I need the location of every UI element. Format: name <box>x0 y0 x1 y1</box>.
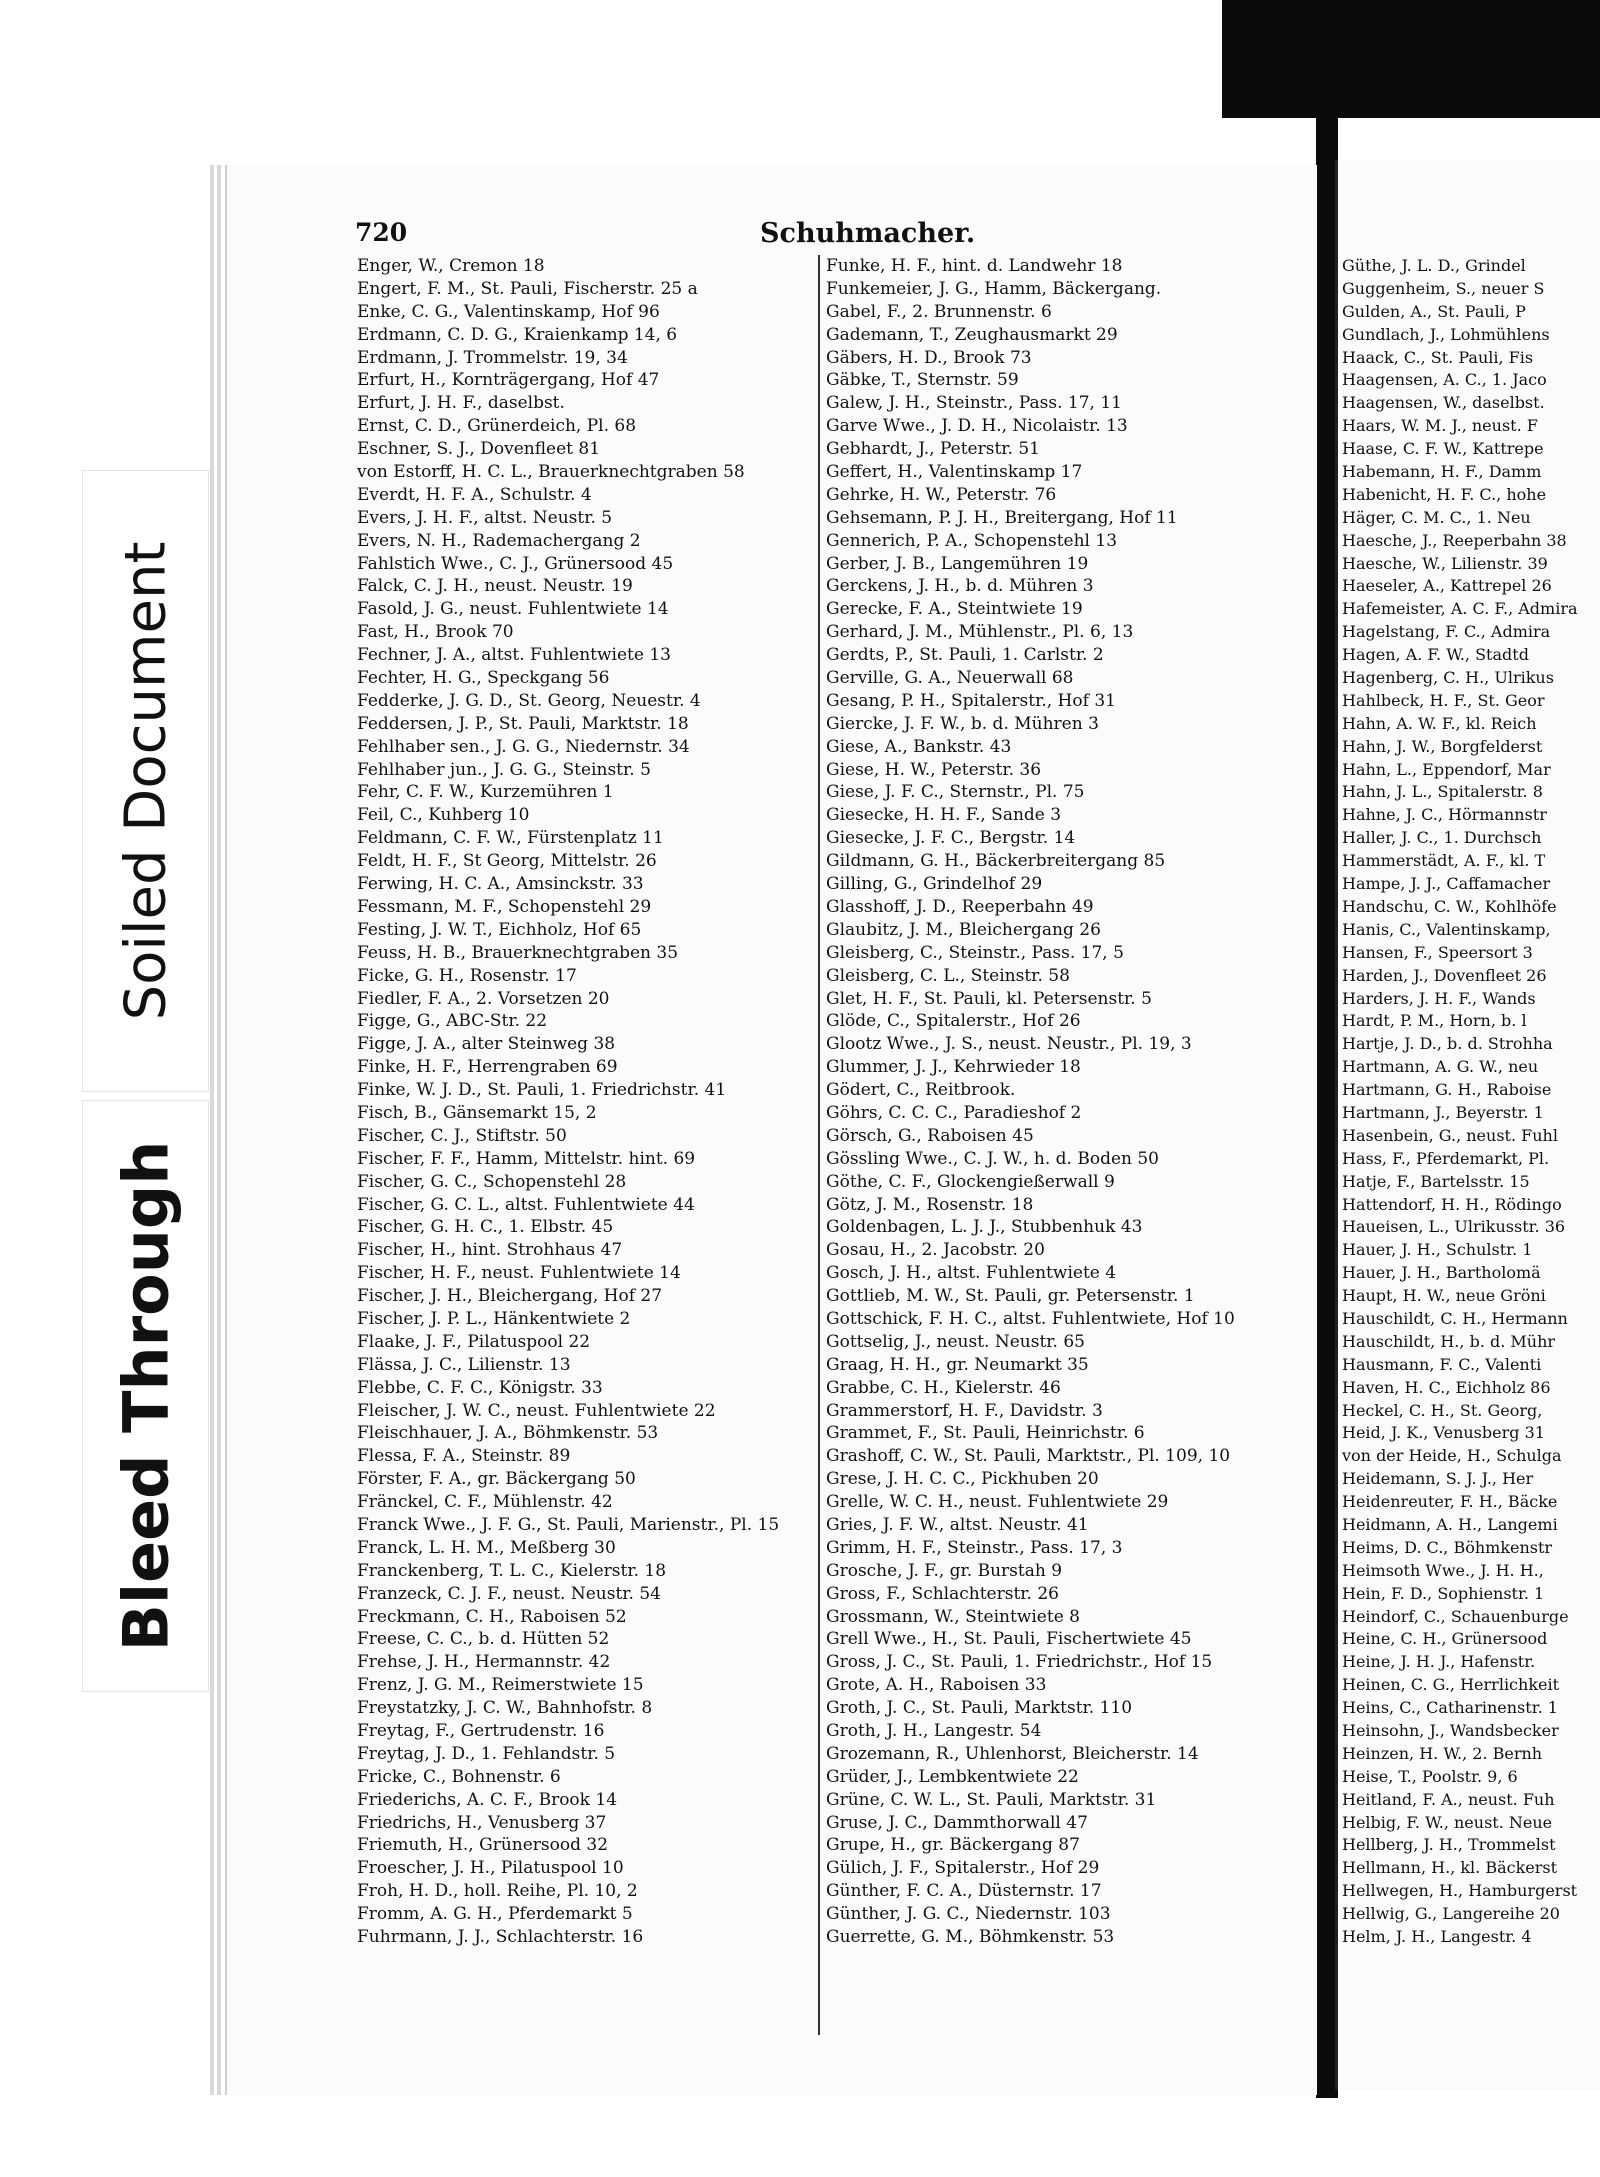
directory-entry: Glootz Wwe., J. S., neust. Neustr., Pl. 19, 3 <box>826 1034 1192 1055</box>
directory-entry: Haagensen, W., daselbst. <box>1342 393 1545 413</box>
directory-entry: Grupe, H., gr. Bäckergang 87 <box>826 1835 1080 1856</box>
directory-entry: Heinen, C. G., Herrlichkeit <box>1342 1675 1560 1695</box>
directory-entry: Günther, F. C. A., Düsternstr. 17 <box>826 1881 1102 1902</box>
directory-entry: Fischer, H. F., neust. Fuhlentwiete 14 <box>357 1263 681 1284</box>
directory-entry: Fischer, G. C., Schopenstehl 28 <box>357 1171 627 1192</box>
directory-entry: Freytag, J. D., 1. Fehlandstr. 5 <box>357 1743 616 1764</box>
directory-entry: Everdt, H. F. A., Schulstr. 4 <box>357 484 592 505</box>
directory-entry: Grosche, J. F., gr. Burstah 9 <box>826 1560 1063 1581</box>
directory-entry: Gerber, J. B., Langemühren 19 <box>826 553 1089 574</box>
directory-entry: Gulden, A., St. Pauli, P <box>1342 301 1526 321</box>
directory-entry: Götz, J. M., Rosenstr. 18 <box>826 1194 1034 1215</box>
directory-entry: Hass, F., Pferdemarkt, Pl. <box>1342 1148 1550 1168</box>
directory-entry: Hartmann, A. G. W., neu <box>1342 1057 1539 1077</box>
directory-entry: Gosau, H., 2. Jacobstr. 20 <box>826 1240 1045 1261</box>
directory-entry: Fahlstich Wwe., C. J., Grünersood 45 <box>357 553 674 574</box>
directory-entry: Franckenberg, T. L. C., Kielerstr. 18 <box>357 1560 667 1581</box>
scan-border-top-right <box>1222 0 1600 118</box>
directory-entry: Flebbe, C. F. C., Königstr. 33 <box>357 1377 603 1398</box>
directory-entry: Grell Wwe., H., St. Pauli, Fischertwiete 45 <box>826 1629 1192 1650</box>
directory-entry: Heimsoth Wwe., J. H. H., <box>1342 1560 1544 1580</box>
directory-entry: Hartmann, J., Beyerstr. 1 <box>1342 1102 1544 1122</box>
directory-entry: Figge, J. A., alter Steinweg 38 <box>357 1034 616 1055</box>
directory-entry: Fedderke, J. G. D., St. Georg, Neuestr. 4 <box>357 690 701 711</box>
directory-entry: Hellwegen, H., Hamburgerst <box>1342 1881 1578 1901</box>
directory-entry: Gleisberg, C. L., Steinstr. 58 <box>826 965 1070 986</box>
directory-entry: Gilling, G., Grindelhof 29 <box>826 874 1043 895</box>
directory-entry: Flessa, F. A., Steinstr. 89 <box>357 1446 571 1467</box>
directory-entry: Gülich, J. F., Spitalerstr., Hof 29 <box>826 1858 1100 1879</box>
directory-entry: Gerecke, F. A., Steintwiete 19 <box>826 599 1083 620</box>
directory-entry: Ferwing, H. C. A., Amsinckstr. 33 <box>357 874 644 895</box>
directory-entry: Heidemann, S. J. J., Her <box>1342 1469 1534 1489</box>
directory-entry: Friemuth, H., Grünersood 32 <box>357 1835 609 1856</box>
directory-entry: Gerdts, P., St. Pauli, 1. Carlstr. 2 <box>826 645 1104 666</box>
directory-entry: Gottlieb, M. W., St. Pauli, gr. Petersenstr. 1 <box>826 1286 1195 1307</box>
directory-entry: Feil, C., Kuhberg 10 <box>357 805 530 826</box>
directory-entry: Heitland, F. A., neust. Fuh <box>1342 1789 1555 1809</box>
directory-entry: Hauschildt, H., b. d. Mühr <box>1342 1331 1556 1351</box>
directory-entry: Frehse, J. H., Hermannstr. 42 <box>357 1652 611 1673</box>
directory-entry: Festing, J. W. T., Eichholz, Hof 65 <box>357 919 642 940</box>
directory-entry: Heckel, C. H., St. Georg, <box>1342 1400 1543 1420</box>
directory-entry: Hauer, J. H., Schulstr. 1 <box>1342 1240 1533 1260</box>
directory-entry: Fischer, G. C. L., altst. Fuhlentwiete 44 <box>357 1194 695 1215</box>
directory-entry: Haupt, H. W., neue Gröni <box>1342 1286 1546 1306</box>
directory-entry: Heine, J. H. J., Hafenstr. <box>1342 1652 1536 1672</box>
directory-entry: Finke, W. J. D., St. Pauli, 1. Friedrichstr. 41 <box>357 1080 727 1101</box>
directory-entry: Hammerstädt, A. F., kl. T <box>1342 851 1546 871</box>
directory-entry: Grozemann, R., Uhlenhorst, Bleicherstr. 14 <box>826 1743 1199 1764</box>
directory-entry: Grüder, J., Lembkentwiete 22 <box>826 1766 1079 1787</box>
directory-entry: Harders, J. H. F., Wands <box>1342 988 1536 1008</box>
directory-entry: Heindorf, C., Schauenburge <box>1342 1606 1569 1626</box>
directory-entry: Heidenreuter, F. H., Bäcke <box>1342 1492 1558 1512</box>
directory-entry: Fricke, C., Bohnenstr. 6 <box>357 1766 561 1787</box>
soiled-document-label <box>82 470 209 1092</box>
directory-entry: Goldenbagen, L. J. J., Stubbenhuk 43 <box>826 1217 1143 1238</box>
directory-entry: Haven, H. C., Eichholz 86 <box>1342 1377 1551 1397</box>
soiled-document-text: Soiled Document <box>113 541 178 1021</box>
directory-entry: Giesecke, H. H. F., Sande 3 <box>826 805 1062 826</box>
directory-entry: Heidmann, A. H., Langemi <box>1342 1514 1558 1534</box>
directory-entry: Galew, J. H., Steinstr., Pass. 17, 11 <box>826 393 1122 414</box>
directory-entry: Grabbe, C. H., Kielerstr. 46 <box>826 1377 1061 1398</box>
directory-entry: Eschner, S. J., Dovenfleet 81 <box>357 439 601 460</box>
directory-entry: Feldt, H. F., St Georg, Mittelstr. 26 <box>357 851 657 872</box>
directory-entry: Fehlhaber jun., J. G. G., Steinstr. 5 <box>357 759 651 780</box>
directory-entry: Giese, J. F. C., Sternstr., Pl. 75 <box>826 782 1085 803</box>
directory-entry: Hartmann, G. H., Raboise <box>1342 1080 1552 1100</box>
directory-entry: Hagen, A. F. W., Stadtd <box>1342 645 1529 665</box>
directory-entry: Hampe, J. J., Caffamacher <box>1342 874 1551 894</box>
directory-entry: Flässa, J. C., Lilienstr. 13 <box>357 1354 571 1375</box>
directory-entry: Hahn, L., Eppendorf, Mar <box>1342 759 1551 779</box>
directory-entry: Feldmann, C. F. W., Fürstenplatz 11 <box>357 828 664 849</box>
directory-entry: Ernst, C. D., Grünerdeich, Pl. 68 <box>357 416 637 437</box>
directory-entry: Graag, H. H., gr. Neumarkt 35 <box>826 1354 1089 1375</box>
directory-entry: Gross, J. C., St. Pauli, 1. Friedrichstr., Hof 15 <box>826 1652 1213 1673</box>
directory-entry: Fuhrmann, J. J., Schlachterstr. 16 <box>357 1927 644 1948</box>
directory-entry: Heins, C., Catharinenstr. 1 <box>1342 1698 1558 1718</box>
directory-entry: Gries, J. F. W., altst. Neustr. 41 <box>826 1514 1089 1535</box>
directory-entry: Fränckel, C. F., Mühlenstr. 42 <box>357 1492 613 1513</box>
directory-entry: Gehrke, H. W., Peterstr. 76 <box>826 484 1057 505</box>
directory-entry: Hellwig, G., Langereihe 20 <box>1342 1904 1560 1924</box>
directory-entry: Hauer, J. H., Bartholomä <box>1342 1263 1541 1283</box>
directory-entry: Fischer, F. F., Hamm, Mittelstr. hint. 69 <box>357 1148 696 1169</box>
page-number: 720 <box>355 218 408 247</box>
directory-entry: Feddersen, J. P., St. Pauli, Marktstr. 18 <box>357 713 689 734</box>
directory-entry: Fisch, B., Gänsemarkt 15, 2 <box>357 1102 597 1123</box>
directory-entry: Groth, J. C., St. Pauli, Marktstr. 110 <box>826 1698 1133 1719</box>
directory-entry: Gennerich, P. A., Schopenstehl 13 <box>826 530 1118 551</box>
directory-entry: Gildmann, G. H., Bäckerbreitergang 85 <box>826 851 1166 872</box>
directory-entry: Finke, H. F., Herrengraben 69 <box>357 1057 618 1078</box>
directory-entry: Engert, F. M., St. Pauli, Fischerstr. 25 a <box>357 278 698 299</box>
directory-entry: Grelle, W. C. H., neust. Fuhlentwiete 29 <box>826 1492 1169 1513</box>
directory-entry: Haack, C., St. Pauli, Fis <box>1342 347 1534 367</box>
directory-entry: Hahne, J. C., Hörmannstr <box>1342 805 1547 825</box>
directory-entry: Freese, C. C., b. d. Hütten 52 <box>357 1629 610 1650</box>
directory-entry: Habenicht, H. F. C., hohe <box>1342 484 1547 504</box>
directory-entry: Erdmann, C. D. G., Kraienkamp 14, 6 <box>357 324 678 345</box>
directory-entry: Fischer, H., hint. Strohhaus 47 <box>357 1240 623 1261</box>
directory-entry: Heinsohn, J., Wandsbecker <box>1342 1721 1559 1740</box>
directory-entry: Falck, C. J. H., neust. Neustr. 19 <box>357 576 633 597</box>
directory-entry: Fromm, A. G. H., Pferdemarkt 5 <box>357 1904 633 1925</box>
directory-entry: Hardt, P. M., Horn, b. l <box>1342 1011 1527 1031</box>
directory-entry: Hatje, F., Bartelsstr. 15 <box>1342 1171 1530 1191</box>
directory-entry: Groth, J. H., Langestr. 54 <box>826 1721 1042 1741</box>
directory-entry: Hahn, J. L., Spitalerstr. 8 <box>1342 782 1543 802</box>
directory-entry: Hahn, A. W. F., kl. Reich <box>1342 713 1537 733</box>
directory-entry: Erdmann, J. Trommelstr. 19, 34 <box>357 347 628 368</box>
directory-entry: Hafemeister, A. C. F., Admira <box>1342 599 1578 619</box>
directory-entry: Gäbke, T., Sternstr. 59 <box>826 370 1019 391</box>
directory-entry: Guerrette, G. M., Böhmkenstr. 53 <box>826 1927 1115 1948</box>
directory-entry: Freytag, F., Gertrudenstr. 16 <box>357 1721 605 1741</box>
directory-entry: Fischer, J. P. L., Hänkentwiete 2 <box>357 1308 631 1329</box>
directory-entry: Grese, J. H. C. C., Pickhuben 20 <box>826 1469 1099 1490</box>
directory-entry: Gosch, J. H., altst. Fuhlentwiete 4 <box>826 1263 1117 1284</box>
directory-entry: Evers, N. H., Rademachergang 2 <box>357 530 641 551</box>
directory-entry: Fiedler, F. A., 2. Vorsetzen 20 <box>357 988 610 1009</box>
directory-entry: Heinzen, H. W., 2. Bernh <box>1342 1743 1543 1763</box>
directory-entry: Gademann, T., Zeughausmarkt 29 <box>826 324 1118 345</box>
directory-entry: Gottselig, J., neust. Neustr. 65 <box>826 1331 1085 1352</box>
directory-entry: Gerckens, J. H., b. d. Mühren 3 <box>826 576 1094 597</box>
directory-entry: Evers, J. H. F., altst. Neustr. 5 <box>357 507 613 528</box>
directory-entry: Gebhardt, J., Peterstr. 51 <box>826 439 1040 460</box>
directory-entry: Heid, J. K., Venusberg 31 <box>1342 1423 1545 1443</box>
directory-entry: Günther, J. G. C., Niedernstr. 103 <box>826 1904 1111 1925</box>
directory-entry: Grimm, H. F., Steinstr., Pass. 17, 3 <box>826 1537 1123 1558</box>
directory-entry: Froescher, J. H., Pilatuspool 10 <box>357 1858 624 1879</box>
directory-entry: Enke, C. G., Valentinskamp, Hof 96 <box>357 301 660 322</box>
directory-entry: Hahlbeck, H. F., St. Geor <box>1342 690 1545 710</box>
directory-entry: Gerhard, J. M., Mühlenstr., Pl. 6, 13 <box>826 622 1134 643</box>
directory-entry: Göthe, C. F., Glockengießerwall 9 <box>826 1171 1115 1192</box>
directory-entry: Fleischhauer, J. A., Böhmkenstr. 53 <box>357 1423 659 1444</box>
directory-entry: Gesang, P. H., Spitalerstr., Hof 31 <box>826 690 1116 711</box>
directory-entry: Frenz, J. G. M., Reimerstwiete 15 <box>357 1675 644 1696</box>
directory-entry: Hellmann, H., kl. Bäckerst <box>1342 1858 1558 1878</box>
directory-entry: Haars, W. M. J., neust. F <box>1342 416 1538 436</box>
directory-entry: Hasenbein, G., neust. Fuhl <box>1342 1125 1558 1145</box>
directory-entry: Gerville, G. A., Neuerwall 68 <box>826 668 1074 689</box>
scan-border-bottom <box>225 2098 1600 2177</box>
directory-entry: Grammerstorf, H. F., Davidstr. 3 <box>826 1400 1103 1421</box>
directory-entry: Gössling Wwe., C. J. W., h. d. Boden 50 <box>826 1148 1159 1169</box>
directory-entry: Hellberg, J. H., Trommelst <box>1342 1835 1556 1855</box>
directory-entry: Ficke, G. H., Rosenstr. 17 <box>357 965 577 986</box>
directory-entry: Hagelstang, F. C., Admira <box>1342 622 1551 642</box>
directory-entry: Grammet, F., St. Pauli, Heinrichstr. 6 <box>826 1423 1145 1444</box>
directory-entry: Freystatzky, J. C. W., Bahnhofstr. 8 <box>357 1698 653 1719</box>
directory-entry: Glasshoff, J. D., Reeperbahn 49 <box>826 896 1094 917</box>
directory-entry: Hanis, C., Valentinskamp, <box>1342 919 1551 939</box>
page-edge <box>210 165 214 2095</box>
directory-entry: Hagenberg, C. H., Ulrikus <box>1342 668 1554 688</box>
directory-entry: Haagensen, A. C., 1. Jaco <box>1342 370 1547 390</box>
column-divider <box>818 255 820 2035</box>
directory-entry: Freckmann, C. H., Raboisen 52 <box>357 1606 627 1627</box>
directory-entry: Heise, T., Poolstr. 9, 6 <box>1342 1766 1518 1786</box>
directory-entry: Handschu, C. W., Kohlhöfe <box>1342 896 1557 916</box>
directory-entry: Fast, H., Brook 70 <box>357 622 514 643</box>
directory-entry: Glummer, J. J., Kehrwieder 18 <box>826 1057 1081 1078</box>
directory-entry: Güthe, J. L. D., Grindel <box>1342 256 1526 275</box>
directory-column-3 <box>1342 255 1600 1949</box>
directory-entry: Fleischer, J. W. C., neust. Fuhlentwiete 22 <box>357 1400 716 1421</box>
directory-entry: Gundlach, J., Lohmühlens <box>1342 324 1550 344</box>
directory-entry: Glöde, C., Spitalerstr., Hof 26 <box>826 1011 1081 1032</box>
directory-entry: Figge, G., ABC-Str. 22 <box>357 1011 548 1032</box>
directory-entry: Feuss, H. B., Brauerknechtgraben 35 <box>357 942 679 963</box>
directory-entry: Guggenheim, S., neuer S <box>1342 278 1545 298</box>
directory-entry: Friedrichs, H., Venusberg 37 <box>357 1812 607 1833</box>
directory-entry: Hein, F. D., Sophienstr. 1 <box>1342 1583 1545 1603</box>
directory-entry: Gruse, J. C., Dammthorwall 47 <box>826 1812 1088 1833</box>
directory-entry: Fehlhaber sen., J. G. G., Niedernstr. 34 <box>357 736 690 757</box>
directory-entry: Hausmann, F. C., Valenti <box>1342 1354 1542 1374</box>
directory-entry: Helm, J. H., Langestr. 4 <box>1342 1927 1532 1947</box>
directory-entry: Grossmann, W., Steintwiete 8 <box>826 1606 1080 1627</box>
directory-entry: Enger, W., Cremon 18 <box>357 256 545 276</box>
directory-entry: Giese, H. W., Peterstr. 36 <box>826 759 1042 780</box>
bleed-through-text: Bleed Through <box>109 1140 182 1652</box>
directory-entry: Haller, J. C., 1. Durchsch <box>1342 828 1542 848</box>
directory-entry: Hahn, J. W., Borgfelderst <box>1342 736 1543 756</box>
directory-entry: Förster, F. A., gr. Bäckergang 50 <box>357 1469 636 1490</box>
directory-entry: Häger, C. M. C., 1. Neu <box>1342 507 1531 527</box>
directory-entry: Giese, A., Bankstr. 43 <box>826 736 1012 757</box>
bleed-through-label <box>82 1100 209 1692</box>
directory-entry: Görsch, G., Raboisen 45 <box>826 1125 1034 1146</box>
directory-entry: Gehsemann, P. J. H., Breitergang, Hof 11 <box>826 507 1178 528</box>
directory-entry: Glaubitz, J. M., Bleichergang 26 <box>826 919 1101 940</box>
directory-entry: Harden, J., Dovenfleet 26 <box>1342 965 1547 985</box>
directory-entry: Fechner, J. A., altst. Fuhlentwiete 13 <box>357 645 671 666</box>
directory-entry: Gäbers, H. D., Brook 73 <box>826 347 1032 368</box>
directory-entry: Flaake, J. F., Pilatuspool 22 <box>357 1331 591 1352</box>
directory-entry: Franzeck, C. J. F., neust. Neustr. 54 <box>357 1583 661 1604</box>
directory-entry: Grashoff, C. W., St. Pauli, Marktstr., Pl. 109, 10 <box>826 1446 1231 1467</box>
directory-entry: Haeseler, A., Kattrepel 26 <box>1342 576 1552 596</box>
directory-entry: Froh, H. D., holl. Reihe, Pl. 10, 2 <box>357 1881 638 1902</box>
directory-entry: Gross, F., Schlachterstr. 26 <box>826 1583 1059 1604</box>
directory-entry: Hattendorf, H. H., Rödingo <box>1342 1194 1562 1214</box>
directory-entry: Fischer, J. H., Bleichergang, Hof 27 <box>357 1286 663 1307</box>
directory-entry: Funke, H. F., hint. d. Landwehr 18 <box>826 256 1123 276</box>
directory-entry: Franck Wwe., J. F. G., St. Pauli, Marienstr., Pl. 15 <box>357 1514 780 1535</box>
directory-entry: Grote, A. H., Raboisen 33 <box>826 1675 1047 1696</box>
directory-entry: Heine, C. H., Grünersood <box>1342 1629 1548 1649</box>
directory-entry: Habemann, H. F., Damm <box>1342 462 1542 482</box>
directory-entry: Giercke, J. F. W., b. d. Mühren 3 <box>826 713 1099 734</box>
directory-entry: Friederichs, A. C. F., Brook 14 <box>357 1789 618 1810</box>
directory-entry: von Estorff, H. C. L., Brauerknechtgraben 58 <box>357 462 745 483</box>
directory-entry: Fechter, H. G., Speckgang 56 <box>357 668 610 689</box>
directory-entry: Haase, C. F. W., Kattrepe <box>1342 439 1544 459</box>
directory-entry: Geffert, H., Valentinskamp 17 <box>826 462 1083 483</box>
directory-entry: Fischer, G. H. C., 1. Elbstr. 45 <box>357 1217 614 1238</box>
directory-entry: Gödert, C., Reitbrook. <box>826 1080 1016 1101</box>
directory-entry: Grüne, C. W. L., St. Pauli, Marktstr. 31 <box>826 1789 1157 1810</box>
directory-entry: Haueisen, L., Ulrikusstr. 36 <box>1342 1217 1566 1237</box>
directory-entry: von der Heide, H., Schulga <box>1342 1446 1562 1466</box>
directory-entry: Gottschick, F. H. C., altst. Fuhlentwiete, Hof 10 <box>826 1308 1235 1329</box>
directory-entry: Haesche, W., Lilienstr. 39 <box>1342 553 1548 573</box>
directory-entry: Helbig, F. W., neust. Neue <box>1342 1812 1553 1832</box>
directory-entry: Göhrs, C. C. C., Paradieshof 2 <box>826 1102 1082 1123</box>
directory-entry: Glet, H. F., St. Pauli, kl. Petersenstr. 5 <box>826 988 1152 1009</box>
directory-entry: Heims, D. C., Böhmkenstr <box>1342 1537 1553 1557</box>
page-title: Schuhmacher. <box>760 218 976 249</box>
directory-entry: Erfurt, J. H. F., daselbst. <box>357 393 565 414</box>
directory-column-2 <box>826 255 1306 1949</box>
directory-entry: Hansen, F., Speersort 3 <box>1342 942 1533 962</box>
directory-entry: Hartje, J. D., b. d. Strohha <box>1342 1034 1553 1054</box>
directory-entry: Franck, L. H. M., Meßberg 30 <box>357 1537 616 1558</box>
directory-entry: Haesche, J., Reeperbahn 38 <box>1342 530 1567 550</box>
directory-entry: Fehr, C. F. W., Kurzemühren 1 <box>357 782 614 803</box>
directory-entry: Gleisberg, C., Steinstr., Pass. 17, 5 <box>826 942 1124 963</box>
page-edge <box>217 165 221 2095</box>
directory-entry: Garve Wwe., J. D. H., Nicolaistr. 13 <box>826 416 1128 437</box>
directory-entry: Fessmann, M. F., Schopenstehl 29 <box>357 896 652 917</box>
directory-entry: Erfurt, H., Kornträgergang, Hof 47 <box>357 370 660 391</box>
directory-entry: Gabel, F., 2. Brunnenstr. 6 <box>826 301 1052 322</box>
directory-entry: Hauschildt, C. H., Hermann <box>1342 1308 1568 1328</box>
directory-entry: Funkemeier, J. G., Hamm, Bäckergang. <box>826 278 1162 299</box>
directory-column-1 <box>357 255 817 1949</box>
directory-entry: Fischer, C. J., Stiftstr. 50 <box>357 1125 567 1146</box>
directory-entry: Giesecke, J. F. C., Bergstr. 14 <box>826 828 1076 849</box>
directory-entry: Fasold, J. G., neust. Fuhlentwiete 14 <box>357 599 669 620</box>
